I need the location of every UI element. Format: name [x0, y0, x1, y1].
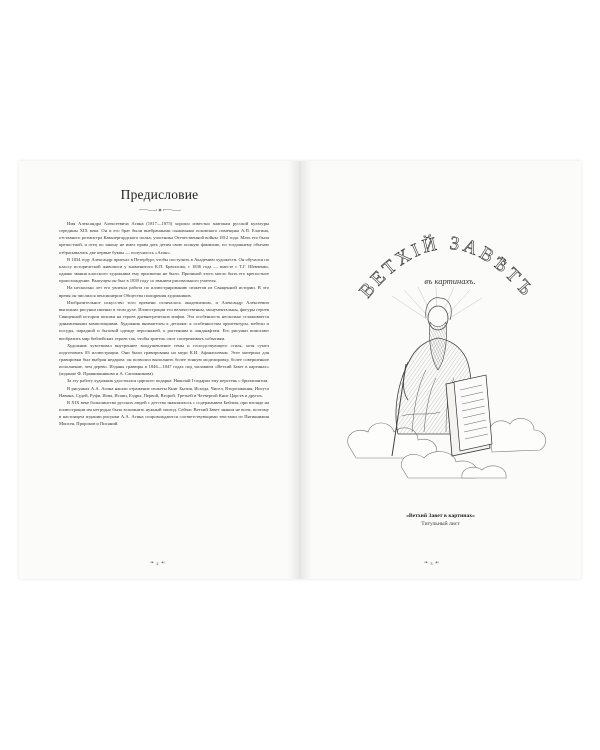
page-number: 2 [156, 560, 159, 566]
preface-paragraph: За эту работу художник удостоился царского подарка: Николай I подарил ему перстень с бриллиантом. [67, 378, 269, 384]
page-number-left [150, 560, 165, 566]
plate-title: ВЕТХIЙ ЗАВѢТЪ [355, 232, 539, 303]
preface-paragraph: На несколько лет его увлекла работа по иллюстрированию сюжетов из Священной истории. В это время он числился пенсионером Общества поощрения художников. [59, 285, 269, 298]
plate-subtitle: въ картинахъ. [424, 276, 476, 286]
ornamental-rule-icon [137, 207, 183, 213]
page-title: Предисловие [120, 187, 199, 202]
page-number: 3 [430, 560, 433, 566]
preface-paragraph: Художник чувствовал внутреннее воодушевление темы и господствующего стиля, хотя сумел подготовить 83 иллюстрации. Они были гравированы на меди К.И. Афанасьевым. Этот материал для гравировки был выбран недаром: он позволил выполнить более тонкую моделировку, более совершенное исполнение, чем дерево. Изданы гравюры в 1846—1847 годах под заглавием «Ветхий Завет в картинах» (издание Ф. Праянишникова и А. Сапожникова). [59, 342, 269, 377]
left-page [19, 161, 300, 579]
preface-paragraph: Изобразительное искусство того времени отличалось академизмом, и Александр Алексеевич выполнил рисунки именно в этом духе. Иллюстрации его величественны, монументальны, фигуры героев Священной истории похожи на героев древнегреческих мифов. Эта особенность несколько сглаживается динамичными композициями. Художник внимателен к деталям: к особенностям архитектуры, мебели и посуды, парадной и бытовой одежде персонажей, к растениям и ландшафтам. Его рисунки помогают вообразить мир библейских героев так, чтобы зритель смог сопереживать событиям. [59, 299, 269, 341]
floral-flourish-icon: ☙ [160, 561, 165, 566]
book-spread [19, 161, 581, 579]
plate-caption [300, 513, 581, 527]
caption-title: «Ветхий Завет в картинах» [406, 513, 475, 519]
stone-tablets [446, 375, 492, 456]
caption-subtitle: Титульный лист [421, 521, 460, 527]
preface-paragraph: В 1834 году Александр приехал в Петербург, чтобы поступить в Академию художеств. Он обучался по классу исторической живописи у знаменитого К.П. Брюллова, с 1836 года — вместе с Т.Г. Шевченко, однако звания классного художника ему присвоено не было. Причиной этого могло быть его крепостное происхождение. Выпущен он был в 1839 году со званием рисовального учителя. [59, 256, 269, 284]
right-page [300, 161, 581, 579]
preface-paragraph: В XIX веке большинство русских людей с детства знакомилось с содержанием Библии, при взгляде на иллюстрации им нетрудно было вспомнить нужный эпизод. Сейчас Ветхий Завет знаком не всем, поэтому в настоящем издании рисунки А.А. Агина сопровождаются соответствующими текстами из Пятикнижия Моисея, Пророков и Писаний. [59, 399, 269, 427]
floral-flourish-icon: ☙ [434, 561, 439, 566]
page-number-right [424, 560, 439, 566]
preface-paragraph: В рисунках А.А. Агина нашли отражение сюжеты Книг Бытия, Исхода, Чисел, Второзакония, Иисуса Навина, Судей, Руфи, Иова, Исаии, Ездры, Первой, Второй, Третьей и Четвертой Книг Царств и других. [59, 385, 269, 398]
preface-paragraph: Имя Александра Алексеевича Агина (1817—1875) хорошо известно знатокам русской культуры середины XIX века. Он и его брат были внебрачными сыновьями псковского помещика А.П. Елагина, отставного ротмистра Кавалергардского полка, участника Отечественной войны 1812 года. Мать его была крепостной, и отец по закону не имел права дать детям свою полную фамилию, по тогдашнему обычаю отбрасывались две первые буквы — получилось «Агин». [59, 221, 269, 255]
preface-body [59, 220, 269, 428]
title-plate-engraving [342, 186, 552, 486]
floral-flourish-icon: ❧ [424, 561, 429, 566]
floral-flourish-icon: ❧ [150, 561, 155, 566]
